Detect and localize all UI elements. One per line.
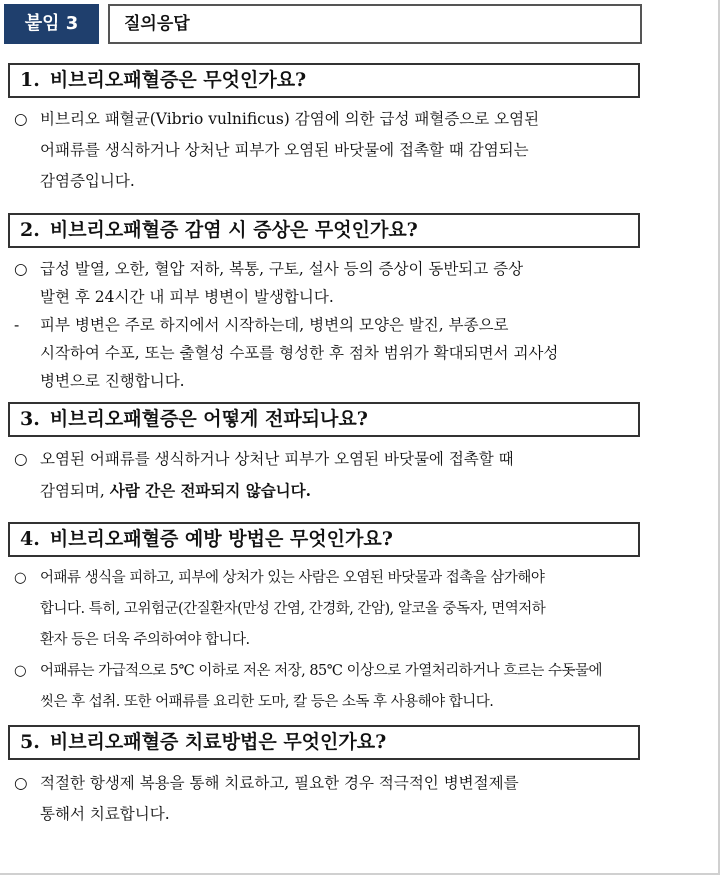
question-title: 비브리오패혈증 치료방법은 무엇인가요? [49,731,387,753]
question-3-heading [8,402,640,437]
bullet-icon: ○ [14,570,27,586]
answer-5 [14,768,644,830]
answer-line: 어패류는 가급적으로 5℃ 이하로 저온 저장, 85℃ 이상으로 가열처리하거나 흐르는 수돗물에 [40,663,603,679]
answer-line: 적절한 항생제 복용을 통해 치료하고, 필요한 경우 적극적인 병변절제를 [40,774,519,792]
answer-line: 어패류를 생식하거나 상처난 피부가 오염된 바닷물에 접촉할 때 감염되는 [40,141,529,159]
question-title: 비브리오패혈증 감염 시 증상은 무엇인가요? [49,219,418,241]
question-title: 비브리오패혈증은 어떻게 전파되나요? [49,408,368,430]
answer-line: 오염된 어패류를 생식하거나 상처난 피부가 오염된 바닷물에 접촉할 때 [40,450,514,468]
dash-marker: - [14,316,20,334]
question-2-heading [8,213,640,248]
question-4-heading [8,522,640,557]
answer-3 [14,444,644,507]
question-5-heading [8,725,640,760]
attachment-tag: 붙임 3 [4,4,99,44]
answer-line: 비브리오 패혈균(Vibrio vulnificus) 감염에 의한 급성 패혈증으로 오염된 [40,110,540,128]
question-title: 비브리오패혈증은 무엇인가요? [49,69,307,91]
bullet-icon: ○ [14,774,28,792]
answer-line: 어패류 생식을 피하고, 피부에 상처가 있는 사람은 오염된 바닷물과 접촉을 삼가해야 [40,570,545,586]
answer-line: 감염되며, [40,482,105,500]
answer-line: 급성 발열, 오한, 혈압 저하, 복통, 구토, 설사 등의 증상이 동반되고 증상 [40,260,524,278]
question-number: 3. [20,408,40,430]
question-title: 비브리오패혈증 예방 방법은 무엇인가요? [49,528,393,550]
question-number: 4. [20,528,40,550]
answer-4 [14,563,644,718]
bullet-icon: ○ [14,110,28,128]
answer-line: 합니다. 특히, 고위험군(간질환자(만성 간염, 간경화, 간암), 알코올 중독자, 면역저하 [40,601,546,617]
answer-line: 통해서 치료합니다. [40,805,170,823]
page-title: 질의응답 [108,4,642,44]
answer-emphasis: 사람 간은 전파되지 않습니다. [109,481,312,500]
answer-line: 피부 병변은 주로 하지에서 시작하는데, 병변의 모양은 발진, 부종으로 [40,316,509,334]
answer-1 [14,104,644,197]
question-number: 2. [20,219,40,241]
answer-line: 감염증입니다. [40,172,135,190]
answer-line: 발현 후 24시간 내 피부 병변이 발생합니다. [40,288,334,306]
answer-2 [14,255,644,395]
bullet-icon: ○ [14,260,28,278]
bullet-icon: ○ [14,663,27,679]
question-number: 5. [20,731,40,753]
question-number: 1. [20,69,40,91]
answer-line: 병변으로 진행합니다. [40,372,185,390]
answer-line: 씻은 후 섭취. 또한 어패류를 요리한 도마, 칼 등은 소독 후 사용해야 합니다. [40,694,494,710]
question-1-heading [8,63,640,98]
answer-line: 시작하여 수포, 또는 출혈성 수포를 형성한 후 점차 범위가 확대되면서 괴사성 [40,344,559,362]
answer-line: 환자 등은 더욱 주의하여야 합니다. [40,632,250,648]
bullet-icon: ○ [14,450,28,468]
